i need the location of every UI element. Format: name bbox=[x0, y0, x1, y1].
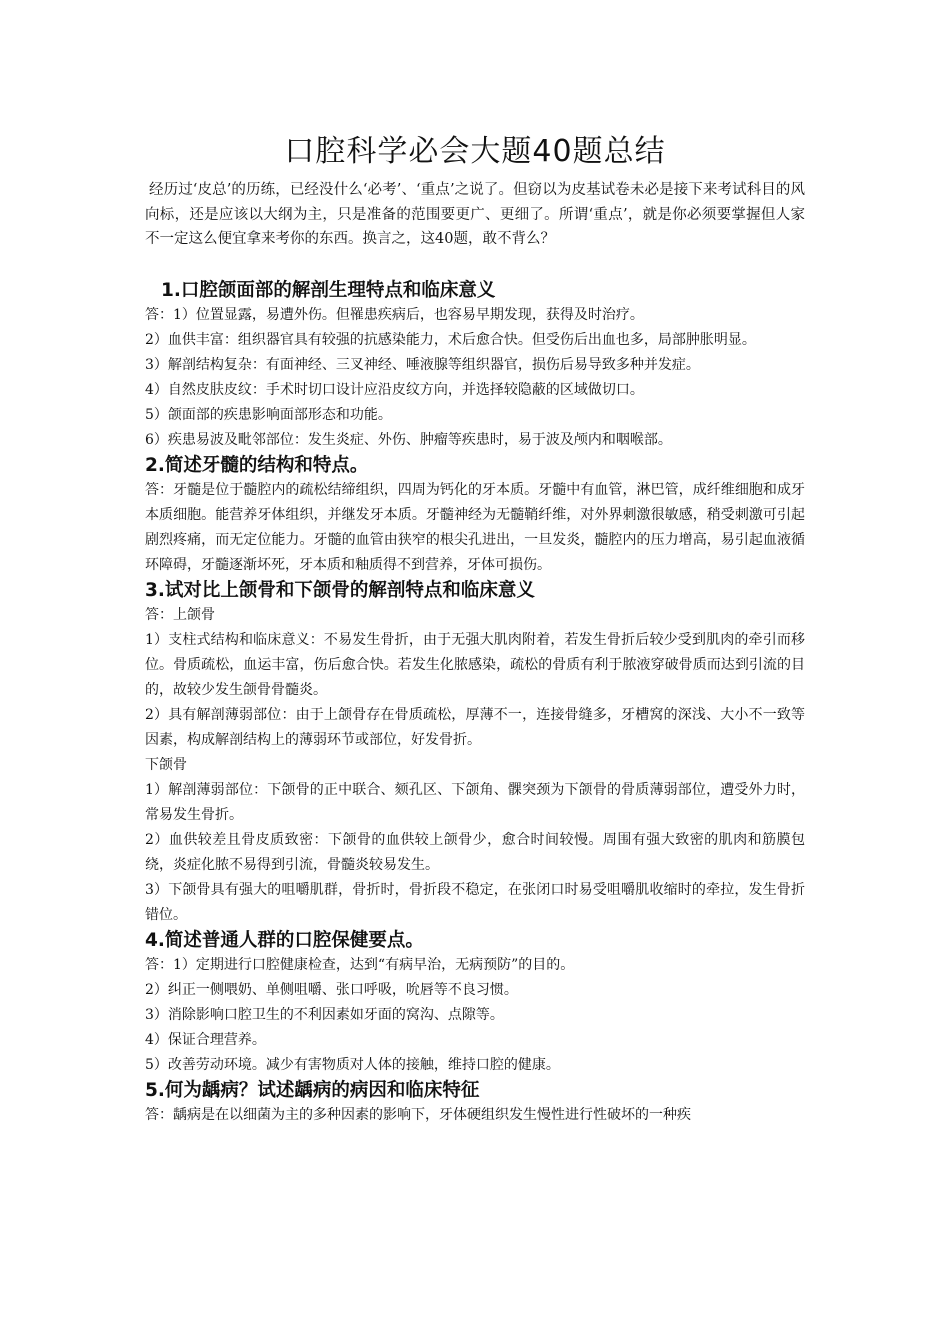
section-heading: 1.口腔颌面部的解剖生理特点和临床意义 bbox=[161, 279, 496, 301]
answer-line: 1）解剖薄弱部位：下颌骨的正中联合、颏孔区、下颌角、髁突颈为下颌骨的骨质薄弱部位，遭受外力时，常易发生骨折。 bbox=[145, 781, 805, 823]
answer-line: 1）支柱式结构和临床意义：不易发生骨折，由于无强大肌肉附着，若发生骨折后较少受到肌肉的牵引而移位。骨质疏松，血运丰富，伤后愈合快。若发生化脓感染，疏松的骨质有利于脓液穿破骨质而达到引流的目的，故较少发生颌骨骨髓炎。 bbox=[145, 631, 805, 698]
section-heading: 3.试对比上颌骨和下颌骨的解剖特点和临床意义 bbox=[145, 579, 535, 601]
section-heading: 4.简述普通人群的口腔保健要点。 bbox=[145, 929, 424, 951]
answer-line: 2）血供较差且骨皮质致密：下颌骨的血供较上颌骨少，愈合时间较慢。周围有强大致密的肌肉和筋膜包绕，炎症化脓不易得到引流，骨髓炎较易发生。 bbox=[145, 831, 805, 873]
answer-line: 2）具有解剖薄弱部位：由于上颌骨存在骨质疏松，厚薄不一，连接骨缝多，牙槽窝的深浅、大小不一致等因素，构成解剖结构上的薄弱环节或部位，好发骨折。 bbox=[145, 706, 805, 748]
document-title: 口腔科学必会大题40题总结 bbox=[284, 134, 666, 169]
answer-line: 答：1）定期进行口腔健康检查，达到“有病早治，无病预防”的目的。 bbox=[145, 956, 575, 973]
section-5 bbox=[145, 1078, 805, 1128]
answer-line: 下颌骨 bbox=[145, 756, 187, 773]
section-2 bbox=[145, 453, 805, 578]
answer-line: 3）消除影响口腔卫生的不利因素如牙面的窝沟、点隙等。 bbox=[145, 1006, 504, 1023]
section-3 bbox=[145, 578, 805, 928]
section-4 bbox=[145, 928, 805, 1078]
intro-paragraph: 经历过‘皮总’的历练，已经没什么‘必考’、‘重点’之说了。但窃以为皮基试卷未必是接下来考试科目的风向标，还是应该以大纲为主，只是准备的范围要更广、更细了。所谓‘重点’，就是你必须要掌握但人家不一定这么便宜拿来考你的东西。换言之，这40题，敢不背么？ bbox=[145, 182, 805, 247]
answer-line: 答：牙髓是位于髓腔内的疏松结缔组织，四周为钙化的牙本质。牙髓中有血管，淋巴管，成纤维细胞和成牙本质细胞。能营养牙体组织，并继发牙本质。牙髓神经为无髓鞘纤维，对外界刺激很敏感，稍受刺激可引起剧烈疼痛，而无定位能力。牙髓的血管由狭窄的根尖孔进出，一旦发炎，髓腔内的压力增高，易引起血液循环障碍，牙髓逐渐坏死，牙本质和釉质得不到营养，牙体可损伤。 bbox=[145, 481, 805, 573]
answer-line: 5）改善劳动环境。减少有害物质对人体的接触，维持口腔的健康。 bbox=[145, 1056, 560, 1073]
answer-line: 答：1）位置显露，易遭外伤。但罹患疾病后，也容易早期发现，获得及时治疗。 bbox=[145, 306, 644, 323]
answer-line: 答：龋病是在以细菌为主的多种因素的影响下，牙体硬组织发生慢性进行性破坏的一种疾 bbox=[145, 1106, 691, 1123]
answer-line: 6）疾患易波及毗邻部位：发生炎症、外伤、肿瘤等疾患时，易于波及颅内和咽喉部。 bbox=[145, 431, 672, 448]
answer-line: 2）血供丰富：组织器官具有较强的抗感染能力，术后愈合快。但受伤后出血也多，局部肿胀明显。 bbox=[145, 331, 756, 348]
answer-line: 答：上颌骨 bbox=[145, 606, 215, 623]
answer-line: 4）自然皮肤皮纹：手术时切口设计应沿皮纹方向，并选择较隐蔽的区域做切口。 bbox=[145, 381, 644, 398]
answer-line: 2）纠正一侧喂奶、单侧咀嚼、张口呼吸，吮唇等不良习惯。 bbox=[145, 981, 518, 998]
section-heading: 5.何为龋病？试述龋病的病因和临床特征 bbox=[145, 1079, 480, 1101]
answer-line: 3）解剖结构复杂：有面神经、三叉神经、唾液腺等组织器官，损伤后易导致多种并发症。 bbox=[145, 356, 700, 373]
section-heading: 2.简述牙髓的结构和特点。 bbox=[145, 454, 369, 476]
section-1 bbox=[145, 278, 805, 453]
document-page bbox=[145, 118, 805, 1128]
answer-line: 5）颌面部的疾患影响面部形态和功能。 bbox=[145, 406, 392, 423]
answer-line: 4）保证合理营养。 bbox=[145, 1031, 266, 1048]
answer-line: 3）下颌骨具有强大的咀嚼肌群，骨折时，骨折段不稳定，在张闭口时易受咀嚼肌收缩时的牵拉，发生骨折错位。 bbox=[145, 881, 805, 923]
